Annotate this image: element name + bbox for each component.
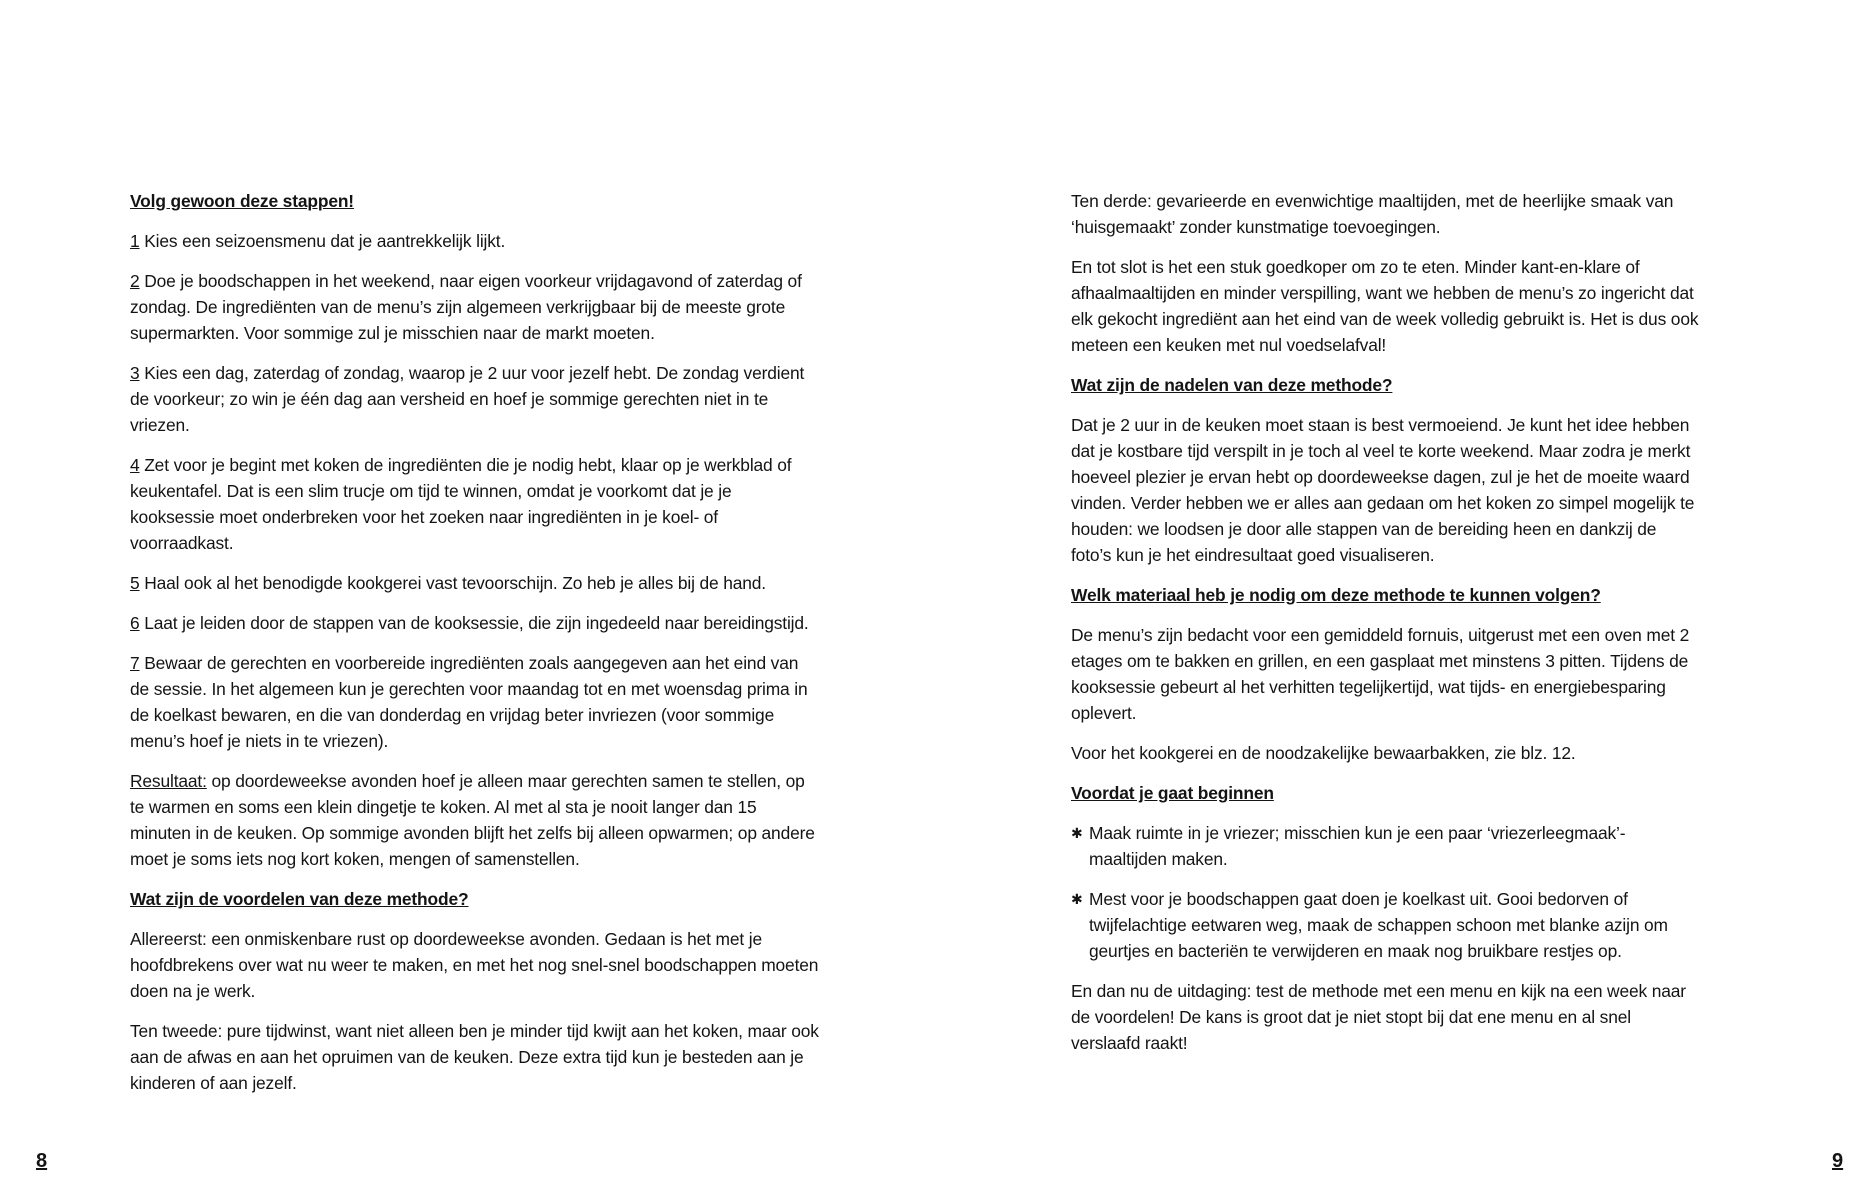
material-paragraph: De menu’s zijn bedacht voor een gemiddeld fornuis, uitgerust met een oven met 2 etages om te bakken en grillen, en een gasplaat met minstens 3 pitten. Tijdens de kooksessie gebeurt al het verhitten tegelijkertijd, wat tijds- en energiebesparing oplevert.	[1071, 625, 1690, 723]
result-paragraph	[130, 768, 820, 872]
step-number: 6	[130, 613, 140, 633]
steps-heading: Volg gewoon deze stappen!	[130, 191, 354, 211]
advantage-paragraph: Ten tweede: pure tijdwinst, want niet alleen ben je minder tijd kwijt aan het koken, maar ook aan de afwas en aan het opruimen van de keuken. Deze extra tijd kun je besteden aan je kinderen of aan jezelf.	[130, 1021, 819, 1093]
right-page	[936, 0, 1872, 1200]
paragraph: En tot slot is het een stuk goedkoper om zo te eten. Minder kant-en-klare of afhaalmaaltijden en minder verspilling, want we hebben de menu’s zo ingericht dat elk gekocht ingrediënt aan het eind van de week volledig gebruikt is. Het is dus ook meteen een keuken met nul voedselafval!	[1071, 257, 1699, 355]
step-text: Zet voor je begint met koken de ingrediënten die je nodig hebt, klaar op je werkblad of keukentafel. Dat is een slim trucje om tijd te winnen, omdat je voorkomt dat je je kooksessie moet onderbreken voor het zoeken naar ingrediënten in je koel- of voorraadkast.	[130, 455, 792, 553]
right-text-column	[1071, 188, 1701, 1070]
step-number: 1	[130, 231, 140, 251]
step-text: Doe je boodschappen in het weekend, naar eigen voorkeur vrijdagavond of zaterdag of zondag. De ingrediënten van de menu’s zijn algemeen verkrijgbaar bij de meeste grote supermarkten. Voor sommige zul je misschien naar de markt moeten.	[130, 271, 802, 343]
step-text: Bewaar de gerechten en voorbereide ingrediënten zoals aangegeven aan het eind van de sessie. In het algemeen kun je gerechten voor maandag tot en met woensdag prima in de koelkast bewaren, en die van donderdag en vrijdag beter invriezen (voor sommige menu’s hoef je niets in te vriezen).	[130, 653, 808, 751]
step-text: Haal ook al het benodigde kookgerei vast tevoorschijn. Zo heb je alles bij de hand.	[139, 573, 766, 593]
step-4	[130, 452, 820, 556]
step-number: 4	[130, 455, 140, 475]
closing-paragraph: En dan nu de uitdaging: test de methode met een menu en kijk na een week naar de voordelen! De kans is groot dat je niet stopt bij dat ene menu en al snel verslaafd raakt!	[1071, 981, 1686, 1053]
step-number: 2	[130, 271, 140, 291]
step-3	[130, 360, 820, 438]
page-number: 8	[36, 1150, 48, 1172]
step-number: 5	[130, 573, 140, 593]
step-number: 7	[130, 653, 140, 673]
step-6	[130, 610, 820, 636]
material-heading: Welk materiaal heb je nodig om deze methode te kunnen volgen?	[1071, 585, 1601, 605]
advantages-heading: Wat zijn de voordelen van deze methode?	[130, 889, 469, 909]
step-1	[130, 228, 820, 254]
disadvantages-heading: Wat zijn de nadelen van deze methode?	[1071, 375, 1393, 395]
material-paragraph: Voor het kookgerei en de noodzakelijke bewaarbakken, zie blz. 12.	[1071, 743, 1576, 763]
left-text-column	[130, 188, 820, 1110]
step-text: Kies een seizoensmenu dat je aantrekkelijk lijkt.	[139, 231, 506, 251]
list-item	[1071, 886, 1701, 964]
step-2	[130, 268, 820, 346]
step-number: 3	[130, 363, 140, 383]
step-text: Kies een dag, zaterdag of zondag, waarop je 2 uur voor jezelf hebt. De zondag verdient de voorkeur; zo win je één dag aan versheid en hoef je sommige gerechten niet in te vriezen.	[130, 363, 805, 435]
disadvantages-paragraph: Dat je 2 uur in de keuken moet staan is best vermoeiend. Je kunt het idee hebben dat je kostbare tijd verspilt in je toch al veel te korte weekend. Maar zodra je merkt hoeveel plezier je ervan hebt op doordeweekse dagen, zul je het de moeite waard vinden. Verder hebben we er alles aan gedaan om het koken zo simpel mogelijk te houden: we loodsen je door alle stappen van de bereiding heen en dankzij de foto’s kun je het eindresultaat goed visualiseren.	[1071, 415, 1695, 565]
preparation-list	[1071, 820, 1701, 964]
before-heading: Voordat je gaat beginnen	[1071, 783, 1274, 803]
asterisk-bullet-icon: ✱	[1071, 825, 1083, 841]
list-item-text: Maak ruimte in je vriezer; misschien kun je een paar ‘vriezerleegmaak’-maaltijden maken.	[1089, 823, 1626, 869]
result-label: Resultaat:	[130, 771, 207, 791]
asterisk-bullet-icon: ✱	[1071, 891, 1083, 907]
step-text: Laat je leiden door de stappen van de kooksessie, die zijn ingedeeld naar bereidingstijd.	[139, 613, 809, 633]
result-text: op doordeweekse avonden hoef je alleen maar gerechten samen te stellen, op te warmen en soms een klein dingetje te koken. Al met al sta je nooit langer dan 15 minuten in de keuken. Op sommige avonden blijft het zelfs bij alleen opwarmen; op andere moet je soms iets nog kort koken, mengen of samenstellen.	[130, 771, 815, 869]
page-number: 9	[1832, 1150, 1844, 1172]
advantage-paragraph: Allereerst: een onmiskenbare rust op doordeweekse avonden. Gedaan is het met je hoofdbrekens over wat nu weer te maken, en met het nog snel-snel boodschappen moeten doen na je werk.	[130, 929, 819, 1001]
paragraph: Ten derde: gevarieerde en evenwichtige maaltijden, met de heerlijke smaak van ‘huisgemaakt’ zonder kunstmatige toevoegingen.	[1071, 191, 1674, 237]
step-7	[130, 650, 820, 754]
list-item	[1071, 820, 1701, 872]
list-item-text: Mest voor je boodschappen gaat doen je koelkast uit. Gooi bedorven of twijfelachtige eetwaren weg, maak de schappen schoon met blanke azijn om geurtjes en bacteriën te verwijderen en maak nog bruikbare restjes op.	[1089, 889, 1668, 961]
step-5	[130, 570, 820, 596]
